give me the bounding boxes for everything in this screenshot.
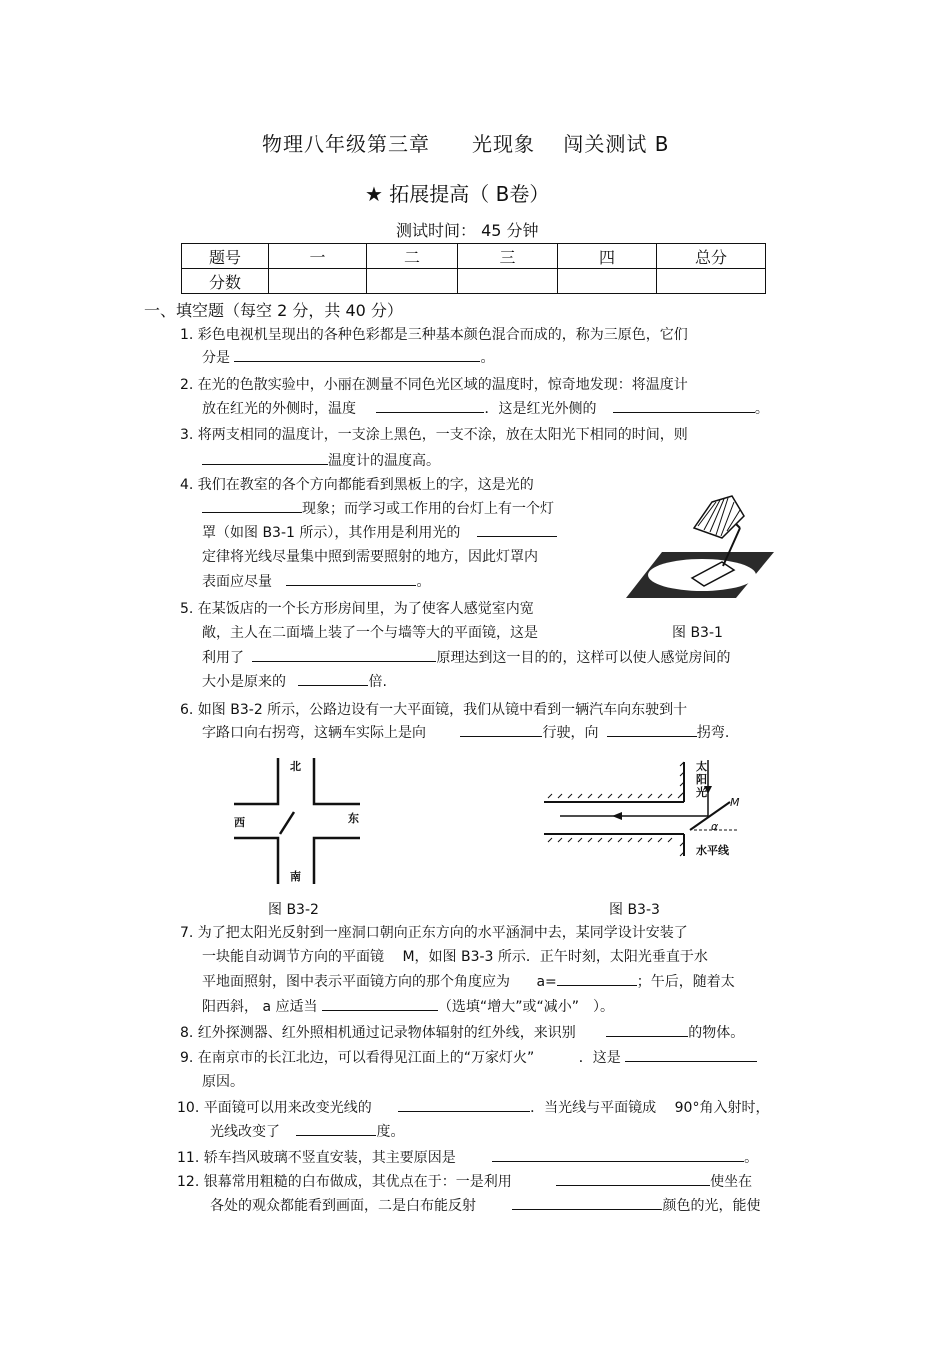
question-5-line3 bbox=[202, 647, 730, 667]
question-text: 分是 bbox=[202, 350, 230, 366]
question-text: 度。 bbox=[376, 1124, 405, 1140]
figure-b3-3-caption: 图 B3-3 bbox=[609, 902, 660, 918]
question-2-line1: 2. 在光的色散实验中，小丽在测量不同色光区域的温度时，惊奇地发现：将温度计 bbox=[180, 377, 688, 393]
answer-blank[interactable] bbox=[202, 498, 302, 513]
question-text: 。 bbox=[416, 574, 431, 590]
page-title: 物理八年级第三章 光现象 闯关测试 B bbox=[262, 132, 670, 156]
answer-blank[interactable] bbox=[460, 722, 542, 737]
question-text: ．这是 bbox=[578, 1050, 621, 1066]
question-4-line2 bbox=[202, 498, 554, 518]
question-8 bbox=[180, 1022, 744, 1042]
question-7-line4 bbox=[202, 996, 614, 1016]
score-table bbox=[181, 243, 766, 294]
question-text: 。 bbox=[754, 401, 769, 417]
question-5-line2: 敞，主人在二面墙上装了一个与墙等大的平面镜，这是 bbox=[202, 625, 538, 641]
question-text: ．这是红光外侧的 bbox=[484, 401, 597, 417]
question-text: 。 bbox=[744, 1150, 759, 1166]
score-row-label: 分数 bbox=[182, 269, 269, 294]
score-cell bbox=[657, 269, 766, 294]
score-cell bbox=[269, 269, 367, 294]
answer-blank[interactable] bbox=[252, 647, 436, 662]
question-7-line3 bbox=[202, 971, 735, 991]
question-text: 光线改变了 bbox=[210, 1124, 280, 1140]
question-5-line4 bbox=[202, 671, 387, 691]
question-6-line2 bbox=[202, 722, 729, 742]
figure-b3-2-caption: 图 B3-2 bbox=[268, 902, 319, 918]
answer-blank[interactable] bbox=[625, 1047, 757, 1062]
question-text: 现象；而学习或工作用的台灯上有一个灯 bbox=[302, 501, 554, 517]
answer-blank[interactable] bbox=[606, 1022, 688, 1037]
question-3-line2 bbox=[202, 450, 440, 470]
question-7-line1: 7. 为了把太阳光反射到一座洞口朝向正东方向的水平涵洞中去，某同学设计安装了 bbox=[180, 925, 688, 941]
question-text: 的物体。 bbox=[688, 1025, 745, 1041]
question-text: 字路口向右拐弯，这辆车实际上是向 bbox=[202, 725, 426, 741]
question-7-line2: 一块能自动调节方向的平面镜 M，如图 B3-3 所示．正午时刻，太阳光垂直于水 bbox=[202, 949, 708, 965]
score-cell bbox=[367, 269, 458, 294]
question-10-line2 bbox=[210, 1121, 404, 1141]
section-title: 一、填空题（每空 2 分，共 40 分） bbox=[144, 301, 403, 320]
answer-blank[interactable] bbox=[477, 522, 557, 537]
question-9-line1 bbox=[180, 1047, 757, 1067]
question-2-line2 bbox=[202, 398, 769, 418]
answer-blank[interactable] bbox=[613, 398, 755, 413]
sunlight-label-char-1: 太 bbox=[696, 760, 707, 773]
answer-blank[interactable] bbox=[202, 450, 328, 465]
sunlight-label-char-3: 光 bbox=[696, 786, 707, 799]
question-6-line1: 6. 如图 B3-2 所示，公路边设有一大平面镜，我们从镜中看到一辆汽车向东驶到十 bbox=[180, 702, 688, 718]
alpha-label: α bbox=[711, 820, 719, 833]
answer-blank[interactable] bbox=[298, 671, 368, 686]
answer-blank[interactable] bbox=[556, 1171, 710, 1186]
mirror-label: M bbox=[730, 796, 740, 809]
question-11 bbox=[177, 1147, 758, 1167]
question-4-line4: 定律将光线尽量集中照到需要照射的地方，因此灯罩内 bbox=[202, 549, 538, 565]
answer-blank[interactable] bbox=[296, 1121, 376, 1136]
question-4-line3 bbox=[202, 522, 557, 542]
question-text: 9. 在南京市的长江北边，可以看得见江面上的“万家灯火” bbox=[180, 1050, 535, 1066]
question-text: 罩（如图 B3-1 所示），其作用是利用光的 bbox=[202, 525, 461, 541]
question-12-line2 bbox=[210, 1195, 760, 1215]
roadside-mirror bbox=[280, 812, 294, 834]
question-text: 温度计的温度高。 bbox=[328, 453, 440, 469]
question-1-line1: 1. 彩色电视机呈现出的各种色彩都是三种基本颜色混合而成的，称为三原色，它们 bbox=[180, 327, 688, 343]
question-text: ．当光线与平面镜成 bbox=[530, 1100, 657, 1116]
answer-blank[interactable] bbox=[557, 971, 637, 986]
question-text: （选填“增大”或“减小” ）。 bbox=[437, 999, 614, 1015]
question-text: 阳西斜， a 应适当 bbox=[202, 999, 318, 1015]
question-4-line5 bbox=[202, 571, 430, 591]
question-9-line2: 原因。 bbox=[202, 1074, 244, 1090]
score-table-score-row bbox=[182, 269, 766, 294]
answer-blank[interactable] bbox=[286, 571, 416, 586]
question-text: 各处的观众都能看到画面，二是白布能反射 bbox=[210, 1198, 476, 1214]
score-header-cell: 三 bbox=[458, 244, 558, 269]
question-text: 大小是原来的 bbox=[202, 674, 286, 690]
question-text: 10. 平面镜可以用来改变光线的 bbox=[177, 1100, 372, 1116]
question-text: ；午后，随着太 bbox=[636, 974, 735, 990]
question-text: 原理达到这一目的的，这样可以使人感觉房间的 bbox=[436, 650, 731, 666]
score-header-cell: 二 bbox=[367, 244, 458, 269]
question-text: a= bbox=[536, 974, 557, 990]
question-text: 使坐在 bbox=[710, 1174, 753, 1190]
figure-b3-1-lamp bbox=[624, 494, 774, 602]
figure-b3-2-crossroads bbox=[228, 754, 368, 888]
question-1-line2 bbox=[202, 347, 494, 367]
question-text: 颜色的光，能使 bbox=[662, 1198, 761, 1214]
score-header-cell: 一 bbox=[269, 244, 367, 269]
answer-blank[interactable] bbox=[234, 347, 480, 362]
score-header-cell: 总分 bbox=[657, 244, 766, 269]
score-cell bbox=[458, 269, 558, 294]
test-time: 测试时间： 45 分钟 bbox=[396, 221, 539, 240]
page-subtitle: ★ 拓展提高（ B卷） bbox=[365, 182, 550, 206]
answer-blank[interactable] bbox=[376, 398, 484, 413]
question-text: 利用了 bbox=[202, 650, 244, 666]
east-label: 东 bbox=[348, 812, 359, 825]
question-text: 12. 银幕常用粗糙的白布做成，其优点在于：一是利用 bbox=[177, 1174, 512, 1190]
score-header-cell: 四 bbox=[558, 244, 657, 269]
answer-blank[interactable] bbox=[607, 722, 697, 737]
score-cell bbox=[558, 269, 657, 294]
score-header-cell: 题号 bbox=[182, 244, 269, 269]
question-12-line1 bbox=[177, 1171, 752, 1191]
question-text: 11. 轿车挡风玻璃不竖直安装，其主要原因是 bbox=[177, 1150, 456, 1166]
question-text: 。 bbox=[480, 350, 495, 366]
question-text: 拐弯. bbox=[696, 725, 730, 741]
answer-blank[interactable] bbox=[512, 1195, 662, 1210]
answer-blank[interactable] bbox=[492, 1147, 744, 1162]
north-label: 北 bbox=[290, 760, 301, 773]
west-label: 西 bbox=[234, 816, 245, 829]
question-text: 表面应尽量 bbox=[202, 574, 272, 590]
question-10-line1 bbox=[177, 1097, 769, 1117]
horizon-label: 水平线 bbox=[696, 844, 729, 857]
question-text: 行驶，向 bbox=[542, 725, 599, 741]
figure-b3-3-culvert bbox=[540, 756, 740, 862]
question-4-line1: 4. 我们在教室的各个方向都能看到黑板上的字，这是光的 bbox=[180, 477, 534, 493]
figure-b3-1-caption: 图 B3-1 bbox=[672, 625, 723, 641]
answer-blank[interactable] bbox=[322, 996, 438, 1011]
question-5-line1: 5. 在某饭店的一个长方形房间里，为了使客人感觉室内宽 bbox=[180, 601, 534, 617]
question-3-line1: 3. 将两支相同的温度计，一支涂上黑色，一支不涂，放在太阳光下相同的时间，则 bbox=[180, 427, 688, 443]
question-text: 放在红光的外侧时，温度 bbox=[202, 401, 356, 417]
question-text: 平地面照射，图中表示平面镜方向的那个角度应为 bbox=[202, 974, 510, 990]
question-text: 8. 红外探测器、红外照相机通过记录物体辐射的红外线，来识别 bbox=[180, 1025, 576, 1041]
score-table-header-row bbox=[182, 244, 766, 269]
south-label: 南 bbox=[290, 870, 301, 883]
sunlight-label-char-2: 阳 bbox=[696, 773, 707, 786]
answer-blank[interactable] bbox=[398, 1097, 530, 1112]
question-text: 90°角入射时， bbox=[674, 1100, 770, 1116]
question-text: 倍. bbox=[368, 674, 387, 690]
